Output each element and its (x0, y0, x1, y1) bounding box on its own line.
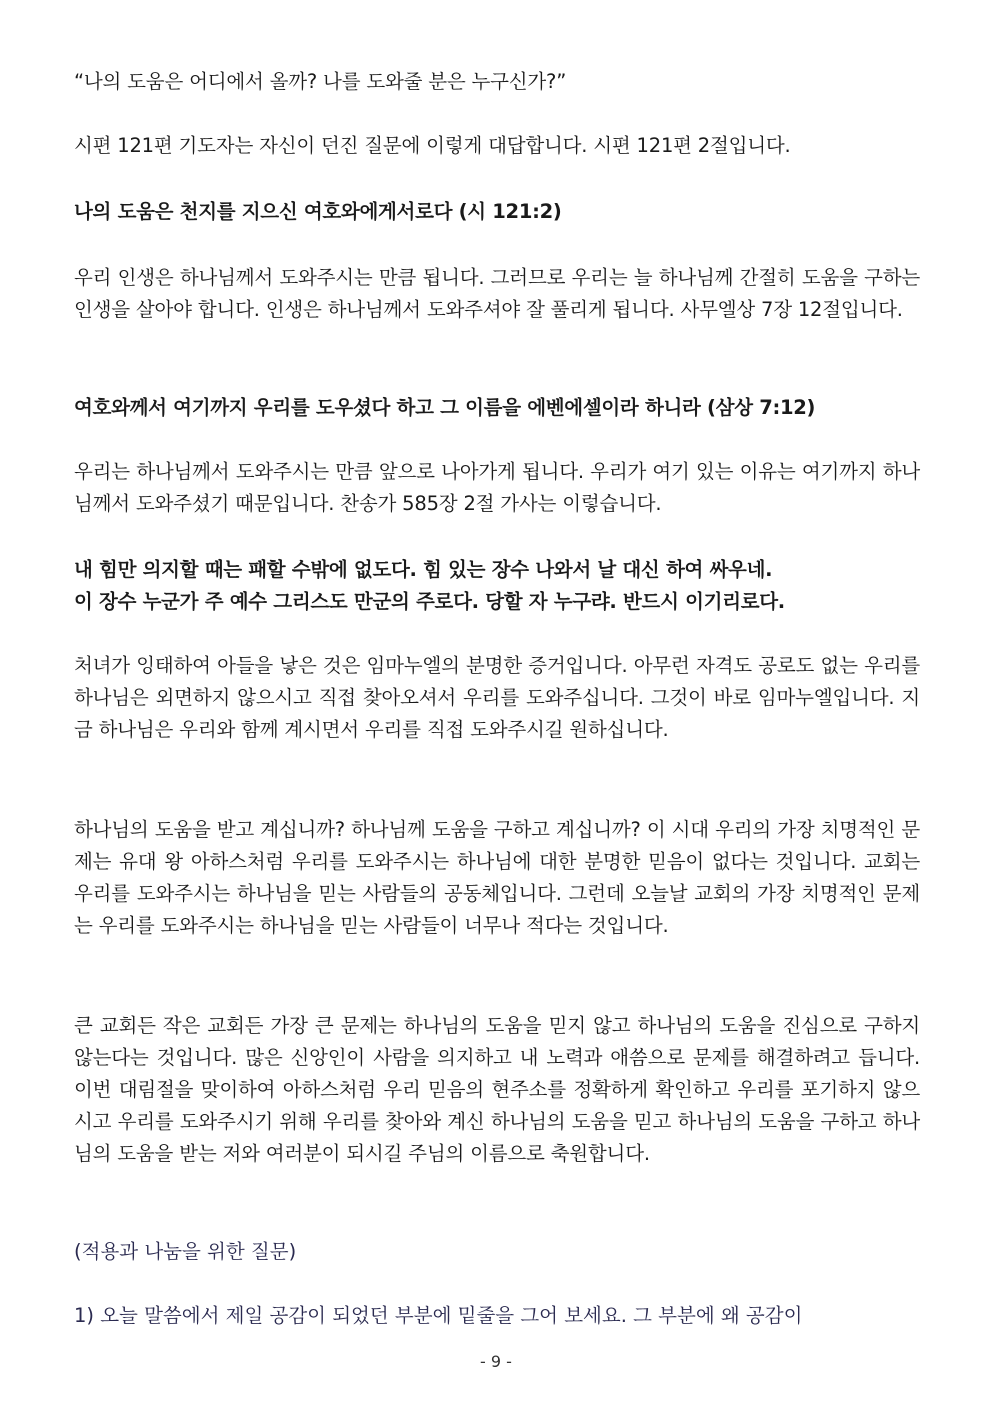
body-paragraph: 하나님의 도움을 받고 계십니까? 하나님께 도움을 구하고 계십니까? 이 시대 우리의 가장 치명적인 문제는 유대 왕 아하스처럼 우리를 도와주시는 하나님에 대한 분명한 믿음이 없다는 것입니다. 교회는 우리를 도와주시는 하나님을 믿는 사람들의 공동체입니다. 그런데 오늘날 교회의 가장 치명적인 문제는 우리를 도와주시는 하나님을 믿는 사람들이 너무나 적다는 것입니다. (74, 818, 920, 937)
body-paragraph: “나의 도움은 어디에서 올까? 나를 도와줄 분은 누구신가?” (74, 70, 567, 93)
hymn-lyric-line: 이 장수 누군가 주 예수 그리스도 만군의 주로다. 당할 자 누구랴. 반드시 이기리로다. (74, 590, 785, 613)
page-number: - 9 - (480, 1352, 512, 1371)
body-paragraph: 시편 121편 기도자는 자신이 던진 질문에 이렇게 대답합니다. 시편 121편 2절입니다. (74, 134, 791, 157)
scripture-quote: 여호와께서 여기까지 우리를 도우셨다 하고 그 이름을 에벤에셀이라 하니라 (삼상 7:12) (74, 396, 816, 419)
scripture-quote: 나의 도움은 천지를 지으신 여호와에게서로다 (시 121:2) (74, 200, 562, 223)
body-paragraph: 우리 인생은 하나님께서 도와주시는 만큼 됩니다. 그러므로 우리는 늘 하나님께 간절히 도움을 구하는 인생을 살아야 합니다. 인생은 하나님께서 도와주셔야 잘 풀리게 됩니다. 사무엘상 7장 12절입니다. (74, 266, 920, 321)
discussion-question: 1) 오늘 말씀에서 제일 공감이 되었던 부분에 밑줄을 그어 보세요. 그 부분에 왜 공감이 (74, 1304, 803, 1327)
body-paragraph: 처녀가 잉태하여 아들을 낳은 것은 임마누엘의 분명한 증거입니다. 아무런 자격도 공로도 없는 우리를 하나님은 외면하지 않으시고 직접 찾아오셔서 우리를 도와주십니다. 그것이 바로 임마누엘입니다. 지금 하나님은 우리와 함께 계시면서 우리를 직접 도와주시길 원하십니다. (74, 654, 920, 741)
body-paragraph: 우리는 하나님께서 도와주시는 만큼 앞으로 나아가게 됩니다. 우리가 여기 있는 이유는 여기까지 하나님께서 도와주셨기 때문입니다. 찬송가 585장 2절 가사는 이렇습니다. (74, 460, 920, 515)
hymn-lyric-line: 내 힘만 의지할 때는 패할 수밖에 없도다. 힘 있는 장수 나와서 날 대신 하여 싸우네. (74, 558, 773, 581)
section-heading: (적용과 나눔을 위한 질문) (74, 1240, 297, 1263)
body-paragraph: 큰 교회든 작은 교회든 가장 큰 문제는 하나님의 도움을 믿지 않고 하나님의 도움을 진심으로 구하지 않는다는 것입니다. 많은 신앙인이 사람을 의지하고 내 노력과 애씀으로 문제를 해결하려고 듭니다. 이번 대림절을 맞이하여 아하스처럼 우리 믿음의 현주소를 정확하게 확인하고 우리를 포기하지 않으시고 우리를 도와주시기 위해 우리를 찾아와 계신 하나님의 도움을 믿고 하나님의 도움을 구하고 하나님의 도움을 받는 저와 여러분이 되시길 주님의 이름으로 축원합니다. (74, 1014, 920, 1165)
